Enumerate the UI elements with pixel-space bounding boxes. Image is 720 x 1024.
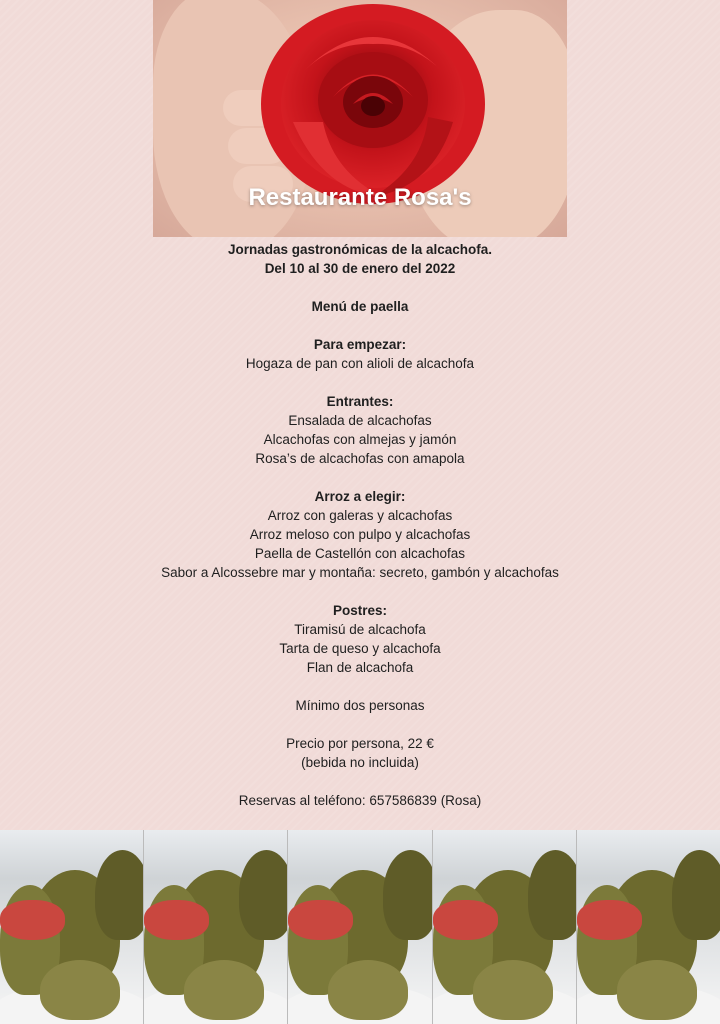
menu-item: Paella de Castellón con alcachofas (254, 546, 466, 561)
artichoke-photo (144, 830, 288, 1024)
price-note: (bebida no incluida) (301, 755, 419, 770)
artichoke-photo (577, 830, 720, 1024)
menu-title: Menú de paella (311, 299, 409, 314)
section-arroz (0, 487, 720, 582)
section-starters (0, 335, 720, 373)
menu-item: Arroz con galeras y alcachofas (267, 508, 453, 523)
menu-item: Alcachofas con almejas y jamón (263, 432, 457, 447)
restaurant-title: Restaurante Rosa's (248, 184, 472, 211)
artichoke-photo-strip (0, 830, 720, 1024)
intro-line-1: Jornadas gastronómicas de la alcachofa. (227, 242, 493, 257)
artichoke-photo (433, 830, 577, 1024)
menu-item: Flan de alcachofa (306, 660, 414, 675)
intro-line-2: Del 10 al 30 de enero del 2022 (264, 261, 456, 276)
menu-item: Arroz meloso con pulpo y alcachofas (249, 527, 471, 542)
menu-item: Sabor a Alcossebre mar y montaña: secreto, gambón y alcachofas (161, 565, 559, 580)
reservation-phone: Reservas al teléfono: 657586839 (Rosa) (238, 793, 482, 808)
artichoke-photo (288, 830, 432, 1024)
artichoke-photo (0, 830, 144, 1024)
menu-item: Ensalada de alcachofas (288, 413, 432, 428)
minimum-note: Mínimo dos personas (295, 698, 425, 713)
section-heading: Para empezar: (313, 337, 407, 352)
menu-item: Hogaza de pan con alioli de alcachofa (245, 356, 475, 371)
menu-content (0, 240, 720, 810)
menu-item: Tarta de queso y alcachofa (279, 641, 441, 656)
section-heading: Postres: (332, 603, 388, 618)
menu-item: Tiramisú de alcachofa (294, 622, 426, 637)
price-line: Precio por persona, 22 € (286, 736, 434, 751)
section-entrantes (0, 392, 720, 468)
section-heading: Arroz a elegir: (314, 489, 406, 504)
hero-image (153, 0, 567, 237)
menu-item: Rosa’s de alcachofas con amapola (255, 451, 465, 466)
section-postres (0, 601, 720, 677)
section-heading: Entrantes: (326, 394, 394, 409)
